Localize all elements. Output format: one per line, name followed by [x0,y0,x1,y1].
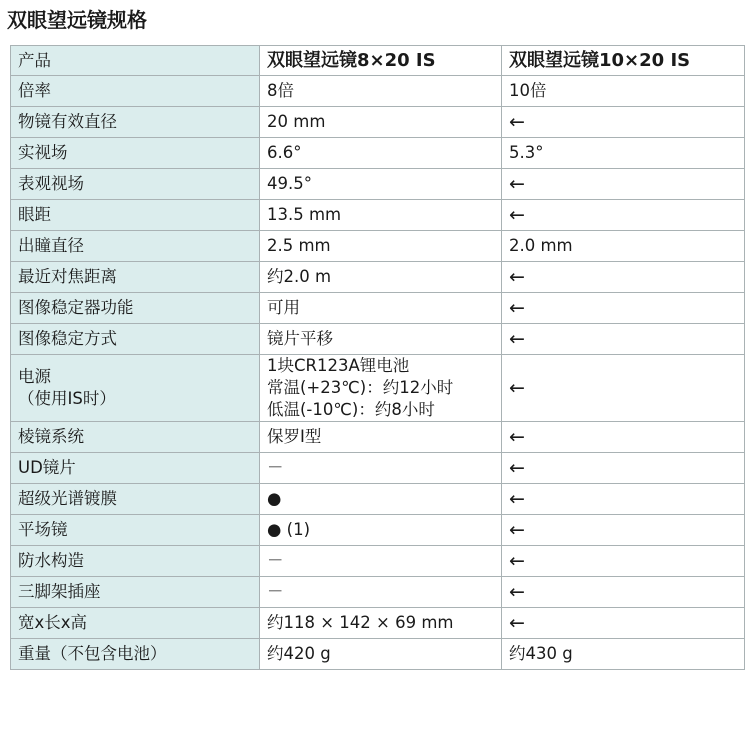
row-value-8x20: 约118 × 142 × 69 mm [260,608,502,639]
row-label: 眼距 [11,200,260,231]
row-value-8x20: 49.5° [260,169,502,200]
header-model-8x20: 双眼望远镜8×20 IS [260,46,502,76]
row-value-10x20: 5.3° [502,138,745,169]
table-row [11,262,745,293]
table-row [11,138,745,169]
row-value-10x20: 10倍 [502,76,745,107]
power-normal-temp: 常温(+23℃)：约12小时 [267,378,454,397]
row-label: 出瞳直径 [11,231,260,262]
table-row [11,169,745,200]
row-value-8x20: 6.6° [260,138,502,169]
row-label: 防水构造 [11,546,260,577]
same-as-left-arrow: ← [502,293,745,324]
row-value-8x20: 8倍 [260,76,502,107]
same-as-left-arrow: ← [502,324,745,355]
row-value-10x20: 2.0 mm [502,231,745,262]
same-as-left-arrow: ← [502,200,745,231]
table-row [11,546,745,577]
same-as-left-arrow: ← [502,453,745,484]
row-value-8x20: 约2.0 m [260,262,502,293]
row-value-8x20: 可用 [260,293,502,324]
power-battery: 1块CR123A锂电池 [267,356,410,375]
same-as-left-arrow: ← [502,515,745,546]
table-row [11,453,745,484]
row-value-8x20: 2.5 mm [260,231,502,262]
table-row [11,231,745,262]
table-row [11,484,745,515]
same-as-left-arrow: ← [502,169,745,200]
row-label: 物镜有效直径 [11,107,260,138]
table-row-power [11,355,745,422]
table-row [11,515,745,546]
row-value-8x20: 镜片平移 [260,324,502,355]
table-row [11,76,745,107]
row-value-8x20: 保罗I型 [260,422,502,453]
page-title: 双眼望远镜规格 [7,8,147,32]
row-value-8x20: 约420 g [260,639,502,670]
row-label: 三脚架插座 [11,577,260,608]
same-as-left-arrow: ← [502,107,745,138]
spec-table [10,45,745,670]
row-label: 超级光谱镀膜 [11,484,260,515]
same-as-left-arrow: ← [502,546,745,577]
power-label-line2: （使用IS时） [18,389,116,408]
row-label: 平场镜 [11,515,260,546]
row-label: 表观视场 [11,169,260,200]
table-row [11,200,745,231]
same-as-left-arrow: ← [502,577,745,608]
table-row [11,422,745,453]
row-label: 重量（不包含电池） [11,639,260,670]
row-label: 图像稳定方式 [11,324,260,355]
row-label: 最近对焦距离 [11,262,260,293]
row-label: 宽x长x高 [11,608,260,639]
same-as-left-arrow: ← [502,355,745,422]
row-value-8x20: 13.5 mm [260,200,502,231]
table-row [11,324,745,355]
row-label: 实视场 [11,138,260,169]
same-as-left-arrow: ← [502,484,745,515]
row-label: 倍率 [11,76,260,107]
power-low-temp: 低温(-10℃)：约8小时 [267,400,435,419]
row-value-8x20: － [260,453,502,484]
same-as-left-arrow: ← [502,422,745,453]
power-value-8x20 [260,355,502,422]
header-model-10x20: 双眼望远镜10×20 IS [502,46,745,76]
row-value-8x20: 20 mm [260,107,502,138]
power-label-line1: 电源 [18,367,51,386]
table-row [11,293,745,324]
filled-dot-icon-with-note: ● (1) [260,515,502,546]
row-value-10x20: 约430 g [502,639,745,670]
table-header-row [11,46,745,76]
power-label [11,355,260,422]
table-row [11,577,745,608]
row-value-8x20: － [260,577,502,608]
row-label: 图像稳定器功能 [11,293,260,324]
table-row [11,639,745,670]
table-row [11,107,745,138]
row-label: 棱镜系统 [11,422,260,453]
row-value-8x20: － [260,546,502,577]
row-label: UD镜片 [11,453,260,484]
header-product-label: 产品 [11,46,260,76]
table-row [11,608,745,639]
same-as-left-arrow: ← [502,608,745,639]
filled-dot-icon: ● [260,484,502,515]
same-as-left-arrow: ← [502,262,745,293]
